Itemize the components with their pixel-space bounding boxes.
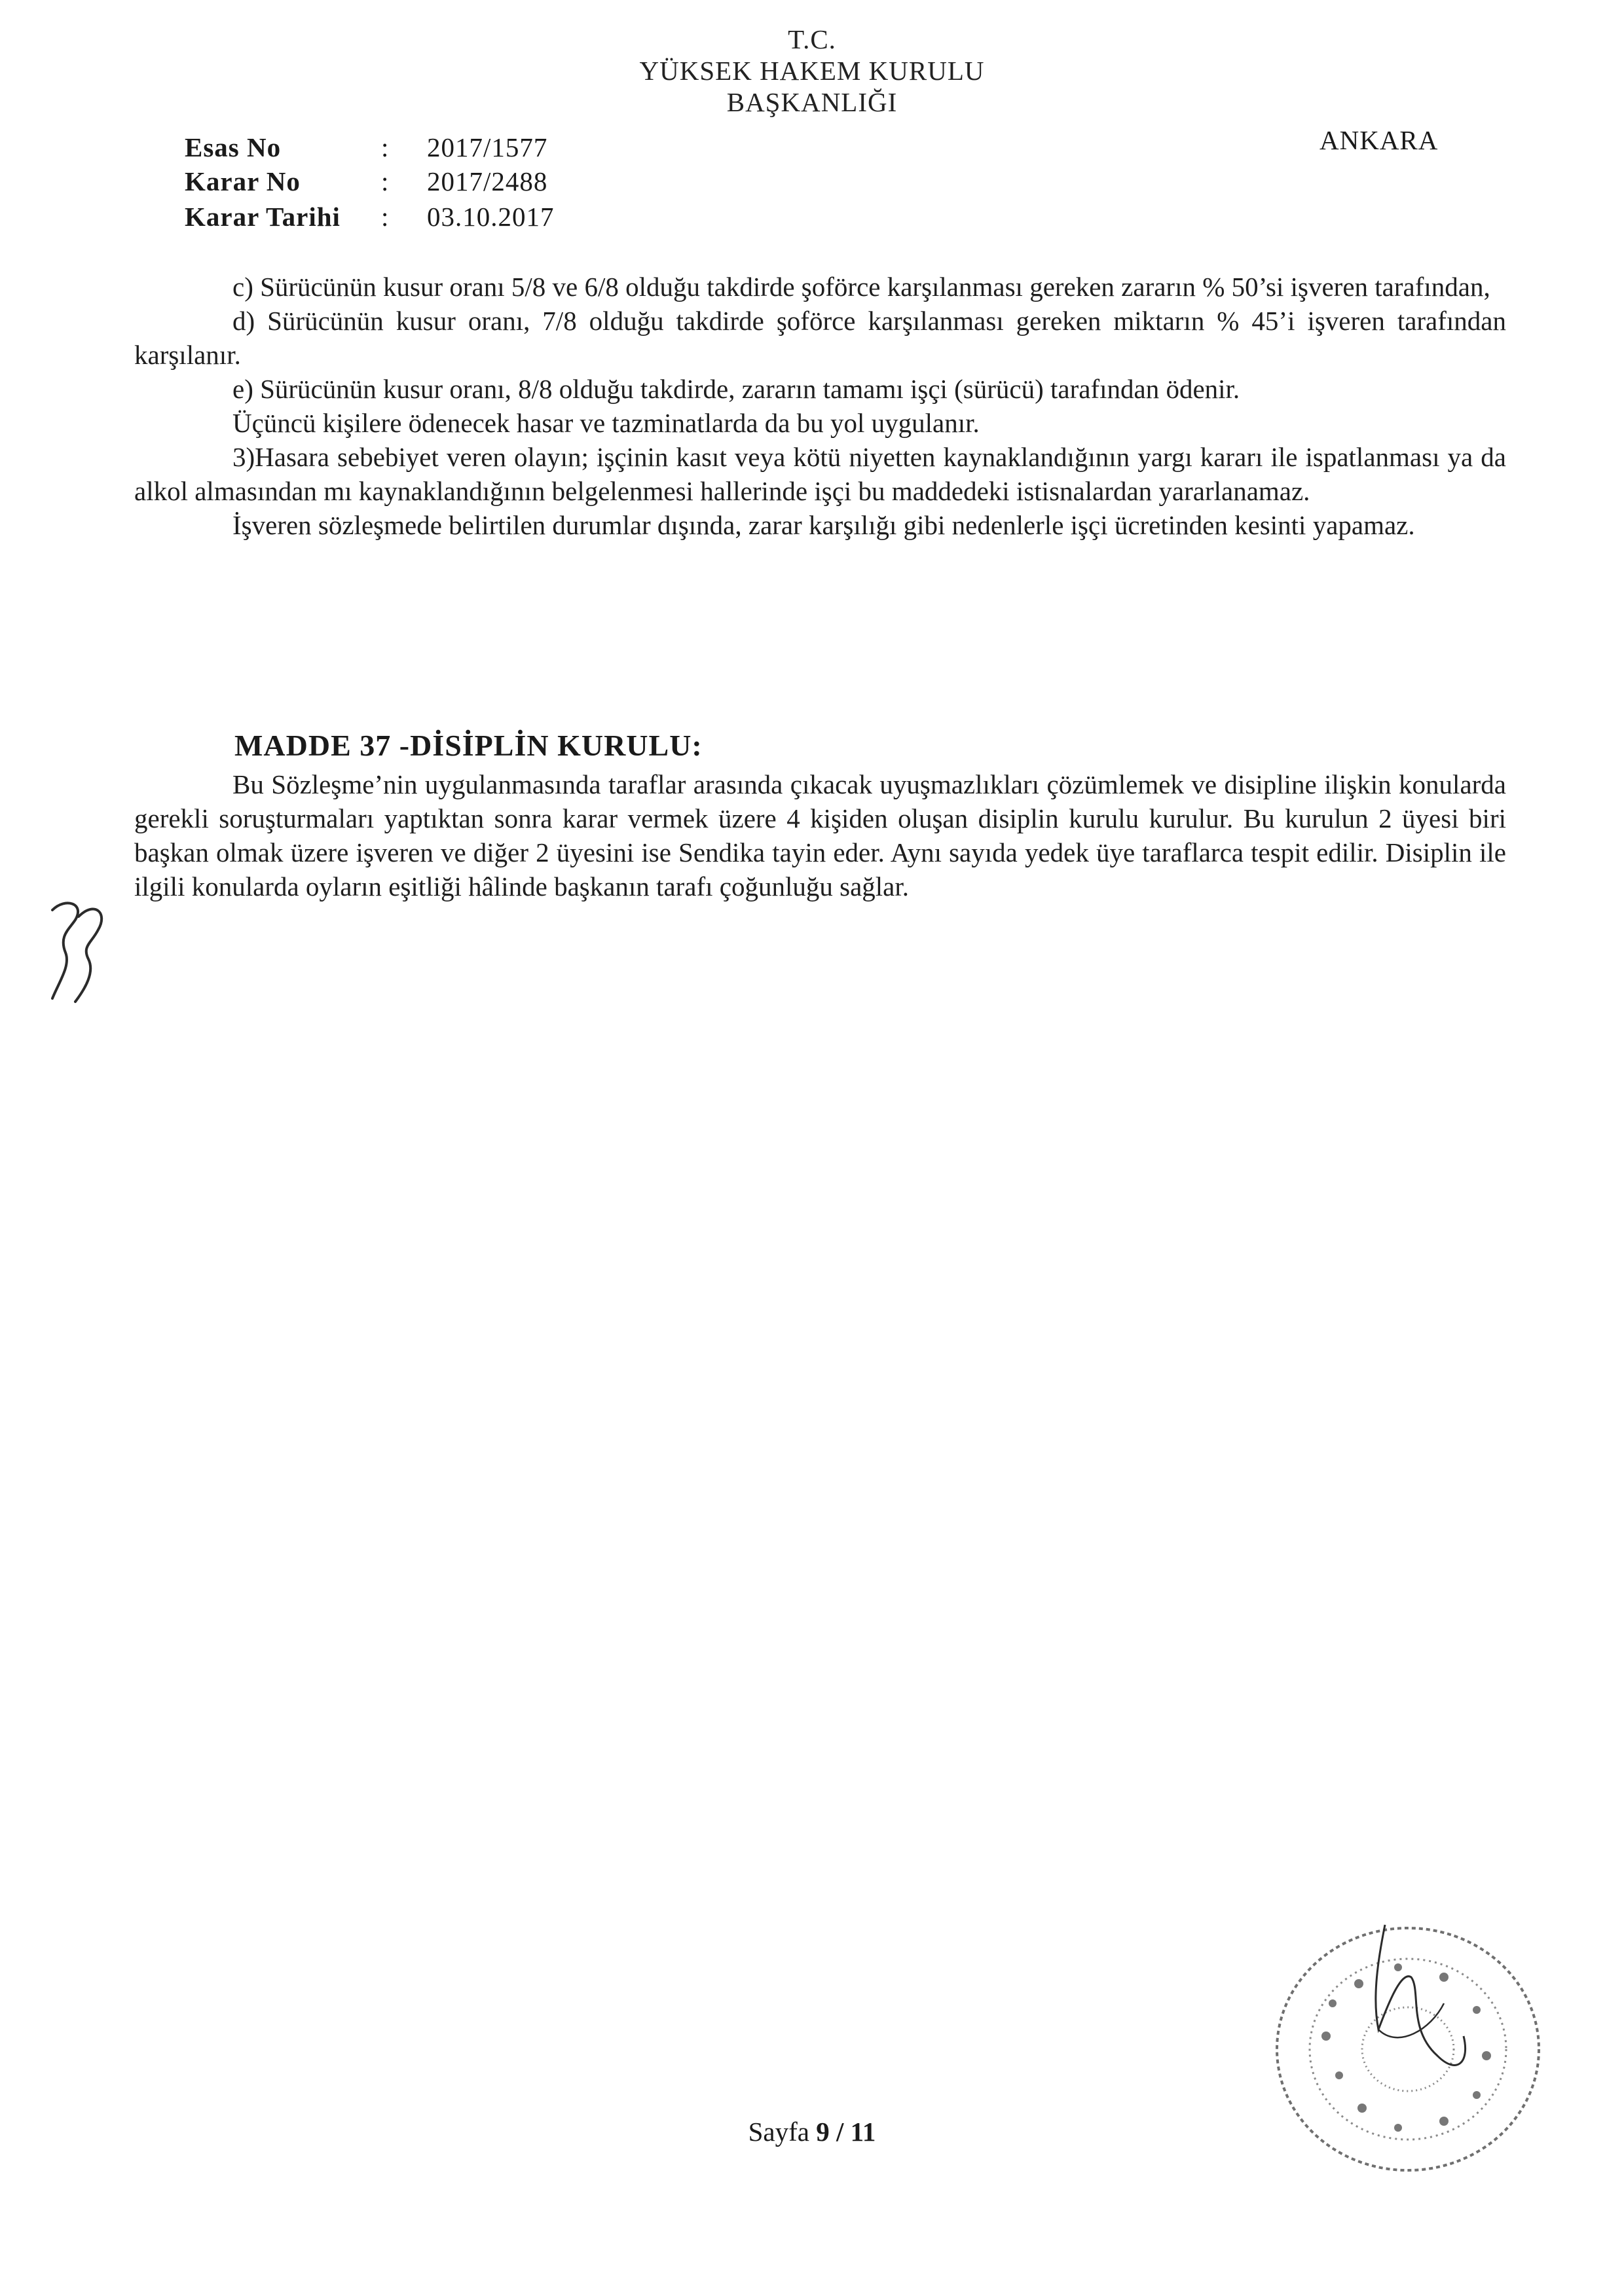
meta-label: Karar No: [185, 166, 301, 196]
header-tc: T.C.: [788, 24, 836, 54]
paragraph: d) Sürücünün kusur oranı, 7/8 olduğu takdirde şoförce karşılanması gereken miktarın % 45’i işveren tarafından karşılanır.: [134, 306, 1506, 370]
paragraph: c) Sürücünün kusur oranı 5/8 ve 6/8 olduğu takdirde şoförce karşılanması gereken zararın % 50’si işveren tarafından,: [232, 272, 1490, 302]
initials-icon: [39, 890, 118, 1008]
body-block-1: [134, 270, 1506, 542]
city-label: ANKARA: [1320, 125, 1439, 155]
meta-colon: :: [381, 132, 389, 162]
meta-colon: :: [381, 202, 389, 232]
footer-page-number: 9 / 11: [816, 2117, 876, 2147]
paragraph: e) Sürücünün kusur oranı, 8/8 olduğu takdirde, zararın tamamı işçi (sürücü) tarafından ödenir.: [232, 374, 1240, 404]
meta-value: 2017/2488: [427, 166, 548, 196]
footer-prefix: Sayfa: [748, 2117, 809, 2147]
paragraph: Bu Sözleşme’nin uygulanmasında taraflar arasında çıkacak uyuşmazlıkları çözümlemek ve disipline ilişkin konularda gerekli soruşturmaları yaptıktan sonra karar vermek üzere 4 kişiden oluşan disiplin kurulu kurulur. Bu kurulun 2 üyesi biri başkan olmak üzere işveren ve diğer 2 üyesini ise Sendika tayin eder. Aynı sayıda yedek üye taraflarca tespit edilir. Disiplin ile ilgili konularda oyların eşitliği hâlinde başkanın tarafı çoğunluğu sağlar.: [134, 769, 1506, 902]
case-meta-tarih: [185, 200, 555, 233]
header-presidency: BAŞKANLIĞI: [726, 87, 898, 117]
meta-label: Karar Tarihi: [185, 202, 341, 232]
section-title: MADDE 37 -DİSİPLİN KURULU:: [234, 729, 703, 762]
meta-colon: :: [381, 166, 389, 196]
case-meta-esas: [185, 131, 547, 164]
paragraph: 3)Hasara sebebiyet veren olayın; işçinin kasıt veya kötü niyetten kaynaklandığının yargı kararı ile ispatlanması ya da alkol almasından mı kaynaklandığının belgelenmesi hallerinde işçi bu maddedeki istisnalardan yararlanamaz.: [134, 442, 1506, 506]
paragraph: Üçüncü kişilere ödenecek hasar ve tazminatlarda da bu yol uygulanır.: [232, 408, 980, 438]
meta-label: Esas No: [185, 132, 282, 162]
meta-value: 2017/1577: [427, 132, 548, 162]
paragraph: İşveren sözleşmede belirtilen durumlar dışında, zarar karşılığı gibi nedenlerle işçi ücretinden kesinti yapamaz.: [232, 510, 1415, 540]
header-institution: YÜKSEK HAKEM KURULU: [639, 56, 985, 86]
meta-value: 03.10.2017: [427, 202, 555, 232]
page-footer: [0, 2116, 1624, 2147]
case-meta-karar: [185, 165, 547, 198]
body-block-2: [134, 767, 1506, 903]
